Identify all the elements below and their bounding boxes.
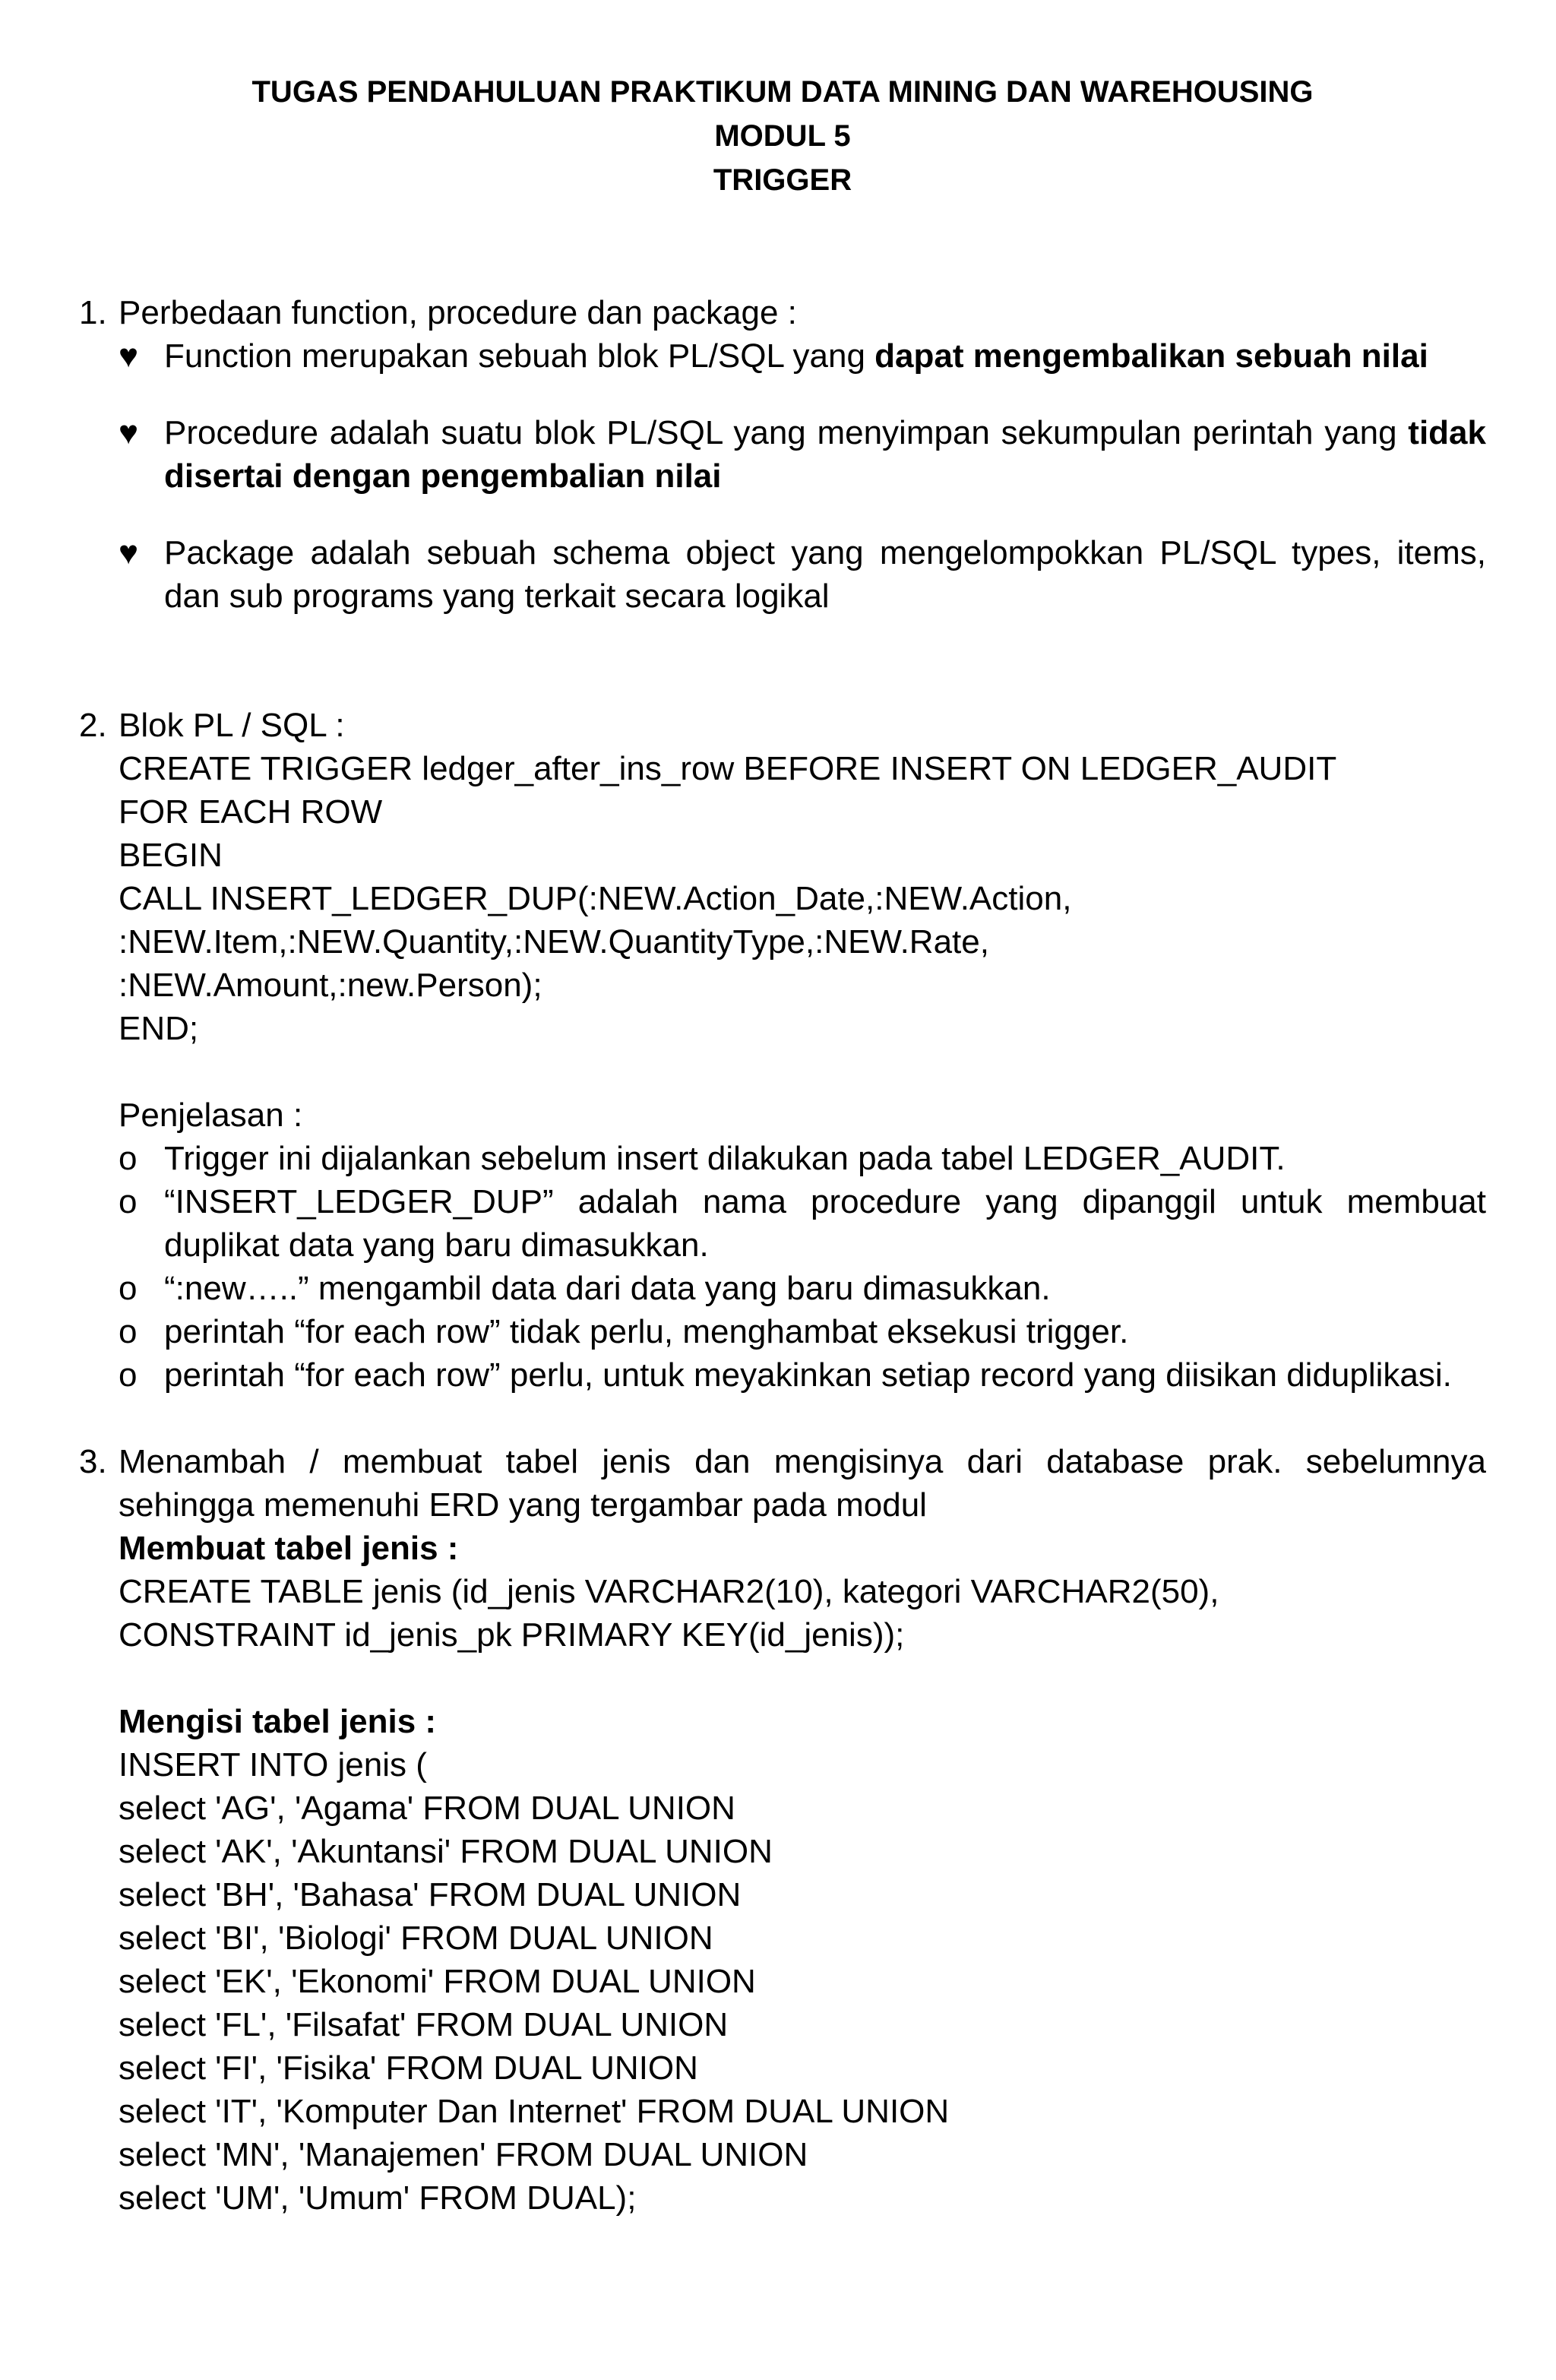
heart-bullet-icon: ♥ bbox=[119, 534, 139, 571]
code-line: CONSTRAINT id_jenis_pk PRIMARY KEY(id_jenis)); bbox=[119, 1616, 905, 1654]
code-line: select 'AK', 'Akuntansi' FROM DUAL UNION bbox=[119, 1833, 773, 1870]
explanation-item bbox=[119, 1267, 1486, 1310]
code-line: CREATE TRIGGER ledger_after_ins_row BEFORE INSERT ON LEDGER_AUDIT bbox=[119, 750, 1337, 787]
explanation-text: “INSERT_LEDGER_DUP” adalah nama procedure yang dipanggil untuk membuat duplikat data yang baru dimasukkan. bbox=[164, 1183, 1486, 1264]
circle-bullet-icon: o bbox=[119, 1356, 138, 1394]
section-3-number: 3. bbox=[79, 1443, 107, 1480]
circle-bullet-icon: o bbox=[119, 1140, 138, 1177]
list-item-bold-text: tidak disertai dengan pengembalian nilai bbox=[164, 414, 1486, 495]
list-item-function bbox=[119, 334, 1486, 378]
code-line: BEGIN bbox=[119, 837, 223, 874]
circle-bullet-icon: o bbox=[119, 1270, 138, 1307]
section-2 bbox=[79, 704, 1486, 1397]
code-line: CALL INSERT_LEDGER_DUP(:NEW.Action_Date,:NEW.Action, bbox=[119, 880, 1072, 917]
explanation-text: perintah “for each row” perlu, untuk meyakinkan setiap record yang diisikan diduplikasi. bbox=[164, 1356, 1452, 1394]
document-header bbox=[79, 70, 1486, 202]
code-line: select 'FI', 'Fisika' FROM DUAL UNION bbox=[119, 2049, 698, 2087]
section-3 bbox=[79, 1440, 1486, 2220]
header-title: TUGAS PENDAHULUAN PRAKTIKUM DATA MINING DAN WAREHOUSING bbox=[251, 75, 1314, 109]
code-line: select 'BI', 'Biologi' FROM DUAL UNION bbox=[119, 1920, 713, 1957]
explanation-title: Penjelasan : bbox=[119, 1097, 303, 1134]
header-topic: TRIGGER bbox=[713, 163, 852, 197]
circle-bullet-icon: o bbox=[119, 1313, 138, 1350]
section-2-number: 2. bbox=[79, 707, 107, 744]
code-line: select 'FL', 'Filsafat' FROM DUAL UNION bbox=[119, 2006, 729, 2043]
code-line: END; bbox=[119, 1010, 199, 1047]
trigger-code-block bbox=[119, 747, 1486, 1050]
section-1 bbox=[79, 291, 1486, 618]
code-line: :NEW.Item,:NEW.Quantity,:NEW.QuantityType,:NEW.Rate, bbox=[119, 923, 989, 961]
section-1-number: 1. bbox=[79, 294, 107, 331]
section-2-title: Blok PL / SQL : bbox=[119, 707, 345, 744]
insert-table-code bbox=[119, 1743, 1486, 2220]
section-1-title: Perbedaan function, procedure dan package : bbox=[119, 294, 797, 331]
header-module: MODUL 5 bbox=[714, 119, 851, 153]
code-line: FOR EACH ROW bbox=[119, 793, 383, 831]
list-item-text: Package adalah sebuah schema object yang mengelompokkan PL/SQL types, items, dan sub programs yang terkait secara logikal bbox=[164, 534, 1486, 615]
explanation-text: “:new…..” mengambil data dari data yang baru dimasukkan. bbox=[164, 1270, 1051, 1307]
explanation-item bbox=[119, 1137, 1486, 1180]
explanation-item bbox=[119, 1353, 1486, 1397]
list-item-procedure bbox=[119, 411, 1486, 498]
code-line: select 'IT', 'Komputer Dan Internet' FROM DUAL UNION bbox=[119, 2093, 950, 2130]
heart-bullet-icon: ♥ bbox=[119, 414, 139, 451]
code-line: select 'MN', 'Manajemen' FROM DUAL UNION bbox=[119, 2136, 808, 2173]
insert-table-title: Mengisi tabel jenis : bbox=[119, 1703, 437, 1740]
create-table-code bbox=[119, 1570, 1486, 1657]
code-line: select 'BH', 'Bahasa' FROM DUAL UNION bbox=[119, 1876, 742, 1913]
list-item-text: Procedure adalah suatu blok PL/SQL yang menyimpan sekumpulan perintah yang bbox=[164, 414, 1409, 451]
list-item-bold-text: dapat mengembalikan sebuah nilai bbox=[874, 337, 1428, 375]
code-line: select 'UM', 'Umum' FROM DUAL); bbox=[119, 2179, 637, 2217]
code-line: select 'EK', 'Ekonomi' FROM DUAL UNION bbox=[119, 1963, 756, 2000]
code-line: :NEW.Amount,:new.Person); bbox=[119, 967, 542, 1004]
explanation-text: perintah “for each row” tidak perlu, menghambat eksekusi trigger. bbox=[164, 1313, 1129, 1350]
circle-bullet-icon: o bbox=[119, 1183, 138, 1220]
heart-bullet-icon: ♥ bbox=[119, 337, 139, 375]
explanation-item bbox=[119, 1180, 1486, 1267]
section-3-intro: Menambah / membuat tabel jenis dan mengisinya dari database prak. sebelumnya sehingga memenuhi ERD yang tergambar pada modul bbox=[119, 1443, 1486, 1524]
code-line: CREATE TABLE jenis (id_jenis VARCHAR2(10), kategori VARCHAR2(50), bbox=[119, 1573, 1219, 1610]
code-line: INSERT INTO jenis ( bbox=[119, 1746, 427, 1783]
list-item-package bbox=[119, 531, 1486, 618]
list-item-text: Function merupakan sebuah blok PL/SQL yang bbox=[164, 337, 875, 375]
code-line: select 'AG', 'Agama' FROM DUAL UNION bbox=[119, 1790, 735, 1827]
create-table-title: Membuat tabel jenis : bbox=[119, 1530, 459, 1567]
explanation-item bbox=[119, 1310, 1486, 1353]
explanation-text: Trigger ini dijalankan sebelum insert dilakukan pada tabel LEDGER_AUDIT. bbox=[164, 1140, 1286, 1177]
